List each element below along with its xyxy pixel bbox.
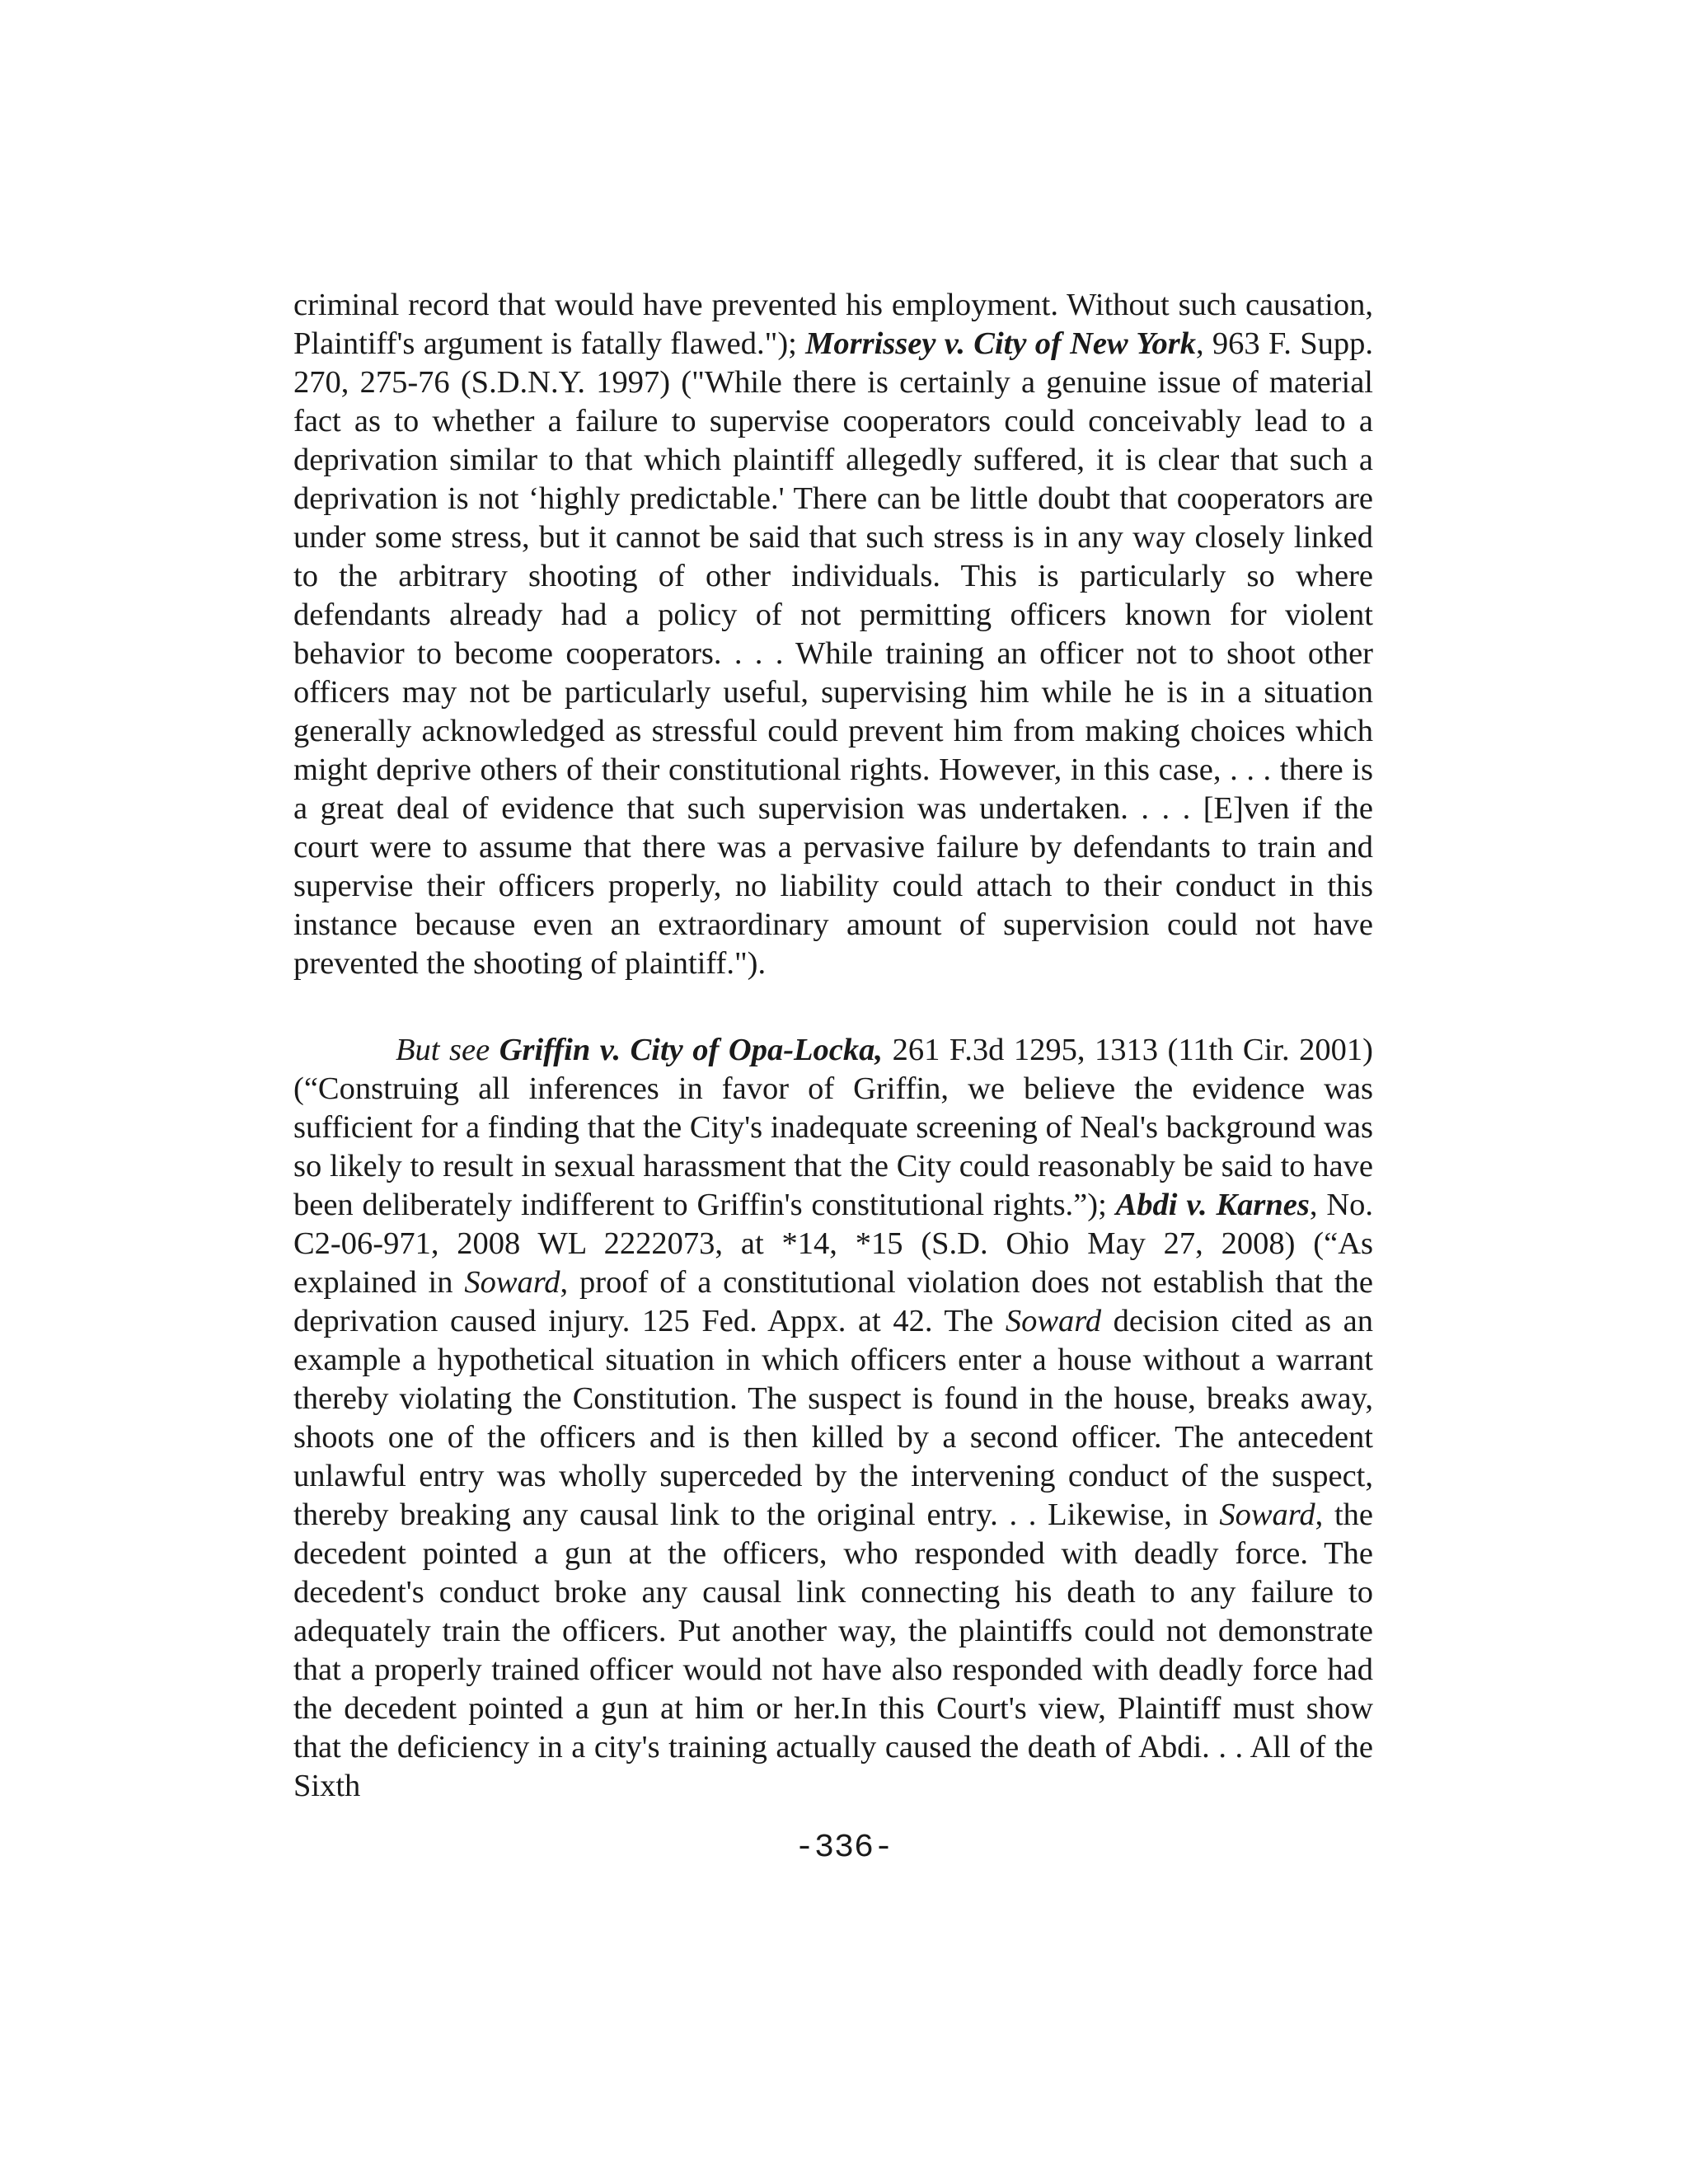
- case-short-soward: Soward: [1005, 1304, 1102, 1338]
- page-number: -336-: [794, 1830, 894, 1867]
- case-short-soward: Soward: [1219, 1497, 1315, 1532]
- case-short-soward: Soward: [464, 1265, 560, 1300]
- paragraph-but-see: [293, 1031, 1373, 1806]
- text-run: , the decedent pointed a gun at the officers, who responded with deadly force. The decedent's conduct broke any causal link connecting his death to any failure to adequately train the officers. Put another way, the plaintiffs could not demonstrate that a properly trained officer would not have also responded with deadly force had the decedent pointed a gun at him or her.In this Court's view, Plaintiff must show that the deficiency in a city's training actually caused the death of Abdi. . . All of the Sixth: [293, 1497, 1373, 1803]
- paragraph-text: [293, 1031, 1373, 1806]
- paragraph-morrissey: [293, 286, 1373, 983]
- text-run: , No. C2-06-971, 2008 WL 2222073, at *14, *15 (S.D. Ohio May 27, 2008) (“As explained in: [293, 1188, 1373, 1300]
- paragraph-text: [293, 286, 1373, 983]
- text-run: criminal record that would have prevented his employment. Without such causation, Plaintiff's argument is fatally flawed.");: [293, 288, 1373, 361]
- case-name-abdi: Abdi v. Karnes: [1115, 1188, 1310, 1222]
- text-run: , 963 F. Supp. 270, 275-76 (S.D.N.Y. 1997) ("While there is certainly a genuine issue of material fact as to whether a failure to supervise cooperators could conceivably lead to a deprivation similar to that which plaintiff allegedly suffered, it is clear that such a deprivation is not ‘highly predictable.' There can be little doubt that cooperators are under some stress, but it cannot be said that such stress is in any way closely linked to the arbitrary shooting of other individuals. This is particularly so where defendants already had a policy of not permitting officers known for violent behavior to become cooperators. . . . While training an officer not to shoot other officers may not be particularly useful, supervising him while he is in a situation generally acknowledged as stressful could prevent him from making choices which might deprive others of their constitutional rights. However, in this case, . . . there is a great deal of evidence that such supervision was undertaken. . . . [E]ven if the court were to assume that there was a pervasive failure by defendants to train and supervise their officers properly, no liability could attach to their conduct in this instance because even an extraordinary amount of supervision could not have prevented the shooting of plaintiff.").: [293, 326, 1373, 981]
- text-run: 261 F.3d 1295, 1313 (11th Cir. 2001) (“Construing all inferences in favor of Griffin, we believe the evidence was sufficient for a finding that the City's inadequate screening of Neal's background was so likely to result in sexual harassment that the City could reasonably be said to have been deliberately indifferent to Griffin's constitutional rights.”);: [293, 1033, 1373, 1222]
- case-name-griffin: Griffin v. City of Opa-Locka,: [499, 1033, 884, 1067]
- text-run: decision cited as an example a hypothetical situation in which officers enter a house without a warrant thereby violating the Constitution. The suspect is found in the house, breaks away, shoots one of the officers and is then killed by a second officer. The antecedent unlawful entry was wholly superceded by the intervening conduct of the suspect, thereby breaking any causal link to the original entry. . . Likewise, in: [293, 1304, 1374, 1532]
- citation-signal: But see: [396, 1033, 499, 1067]
- case-name-morrissey: Morrissey v. City of New York: [805, 326, 1197, 361]
- text-run: , proof of a constitutional violation does not establish that the deprivation caused injury. 125 Fed. Appx. at 42. The: [293, 1265, 1373, 1338]
